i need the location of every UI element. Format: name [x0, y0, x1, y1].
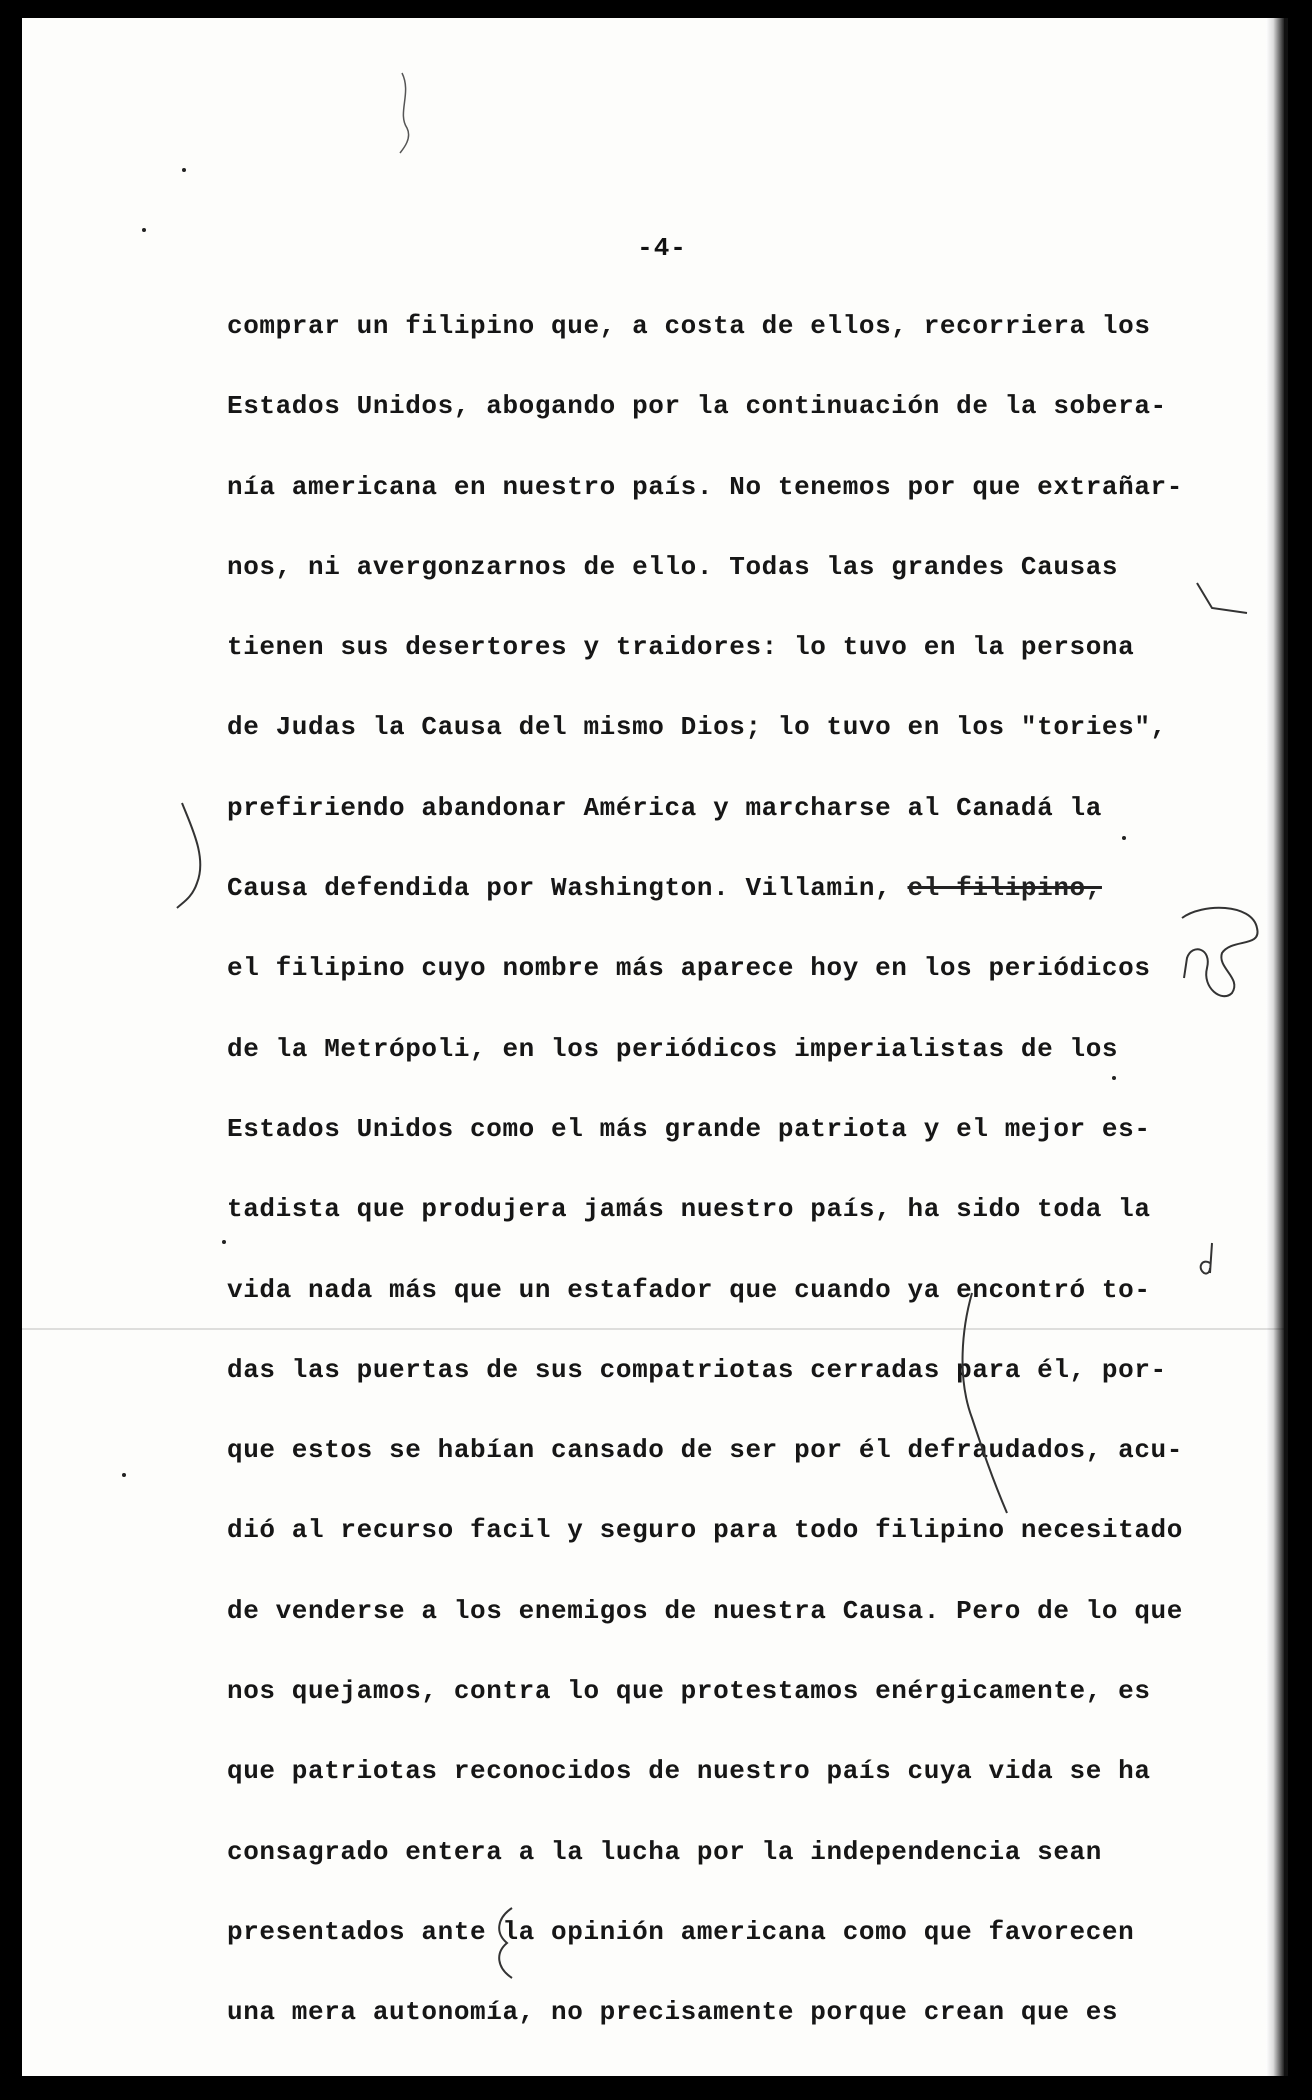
page-edge-shadow — [1266, 18, 1284, 2076]
typed-body-text — [227, 306, 1187, 2073]
text-line: que estos se habían cansado de ser por él defraudados, acu- — [227, 1435, 1183, 1466]
text-segment: Causa defendida por Washington. Villamin, — [227, 873, 892, 904]
text-line: nos, ni avergonzarnos de ello. Todas las grandes Causas — [227, 551, 1119, 582]
text-line: vida nada más que un estafador que cuando ya encontró to- — [227, 1274, 1151, 1305]
document-page — [22, 18, 1288, 2076]
ink-speck — [1122, 836, 1126, 840]
ink-speck — [122, 1473, 126, 1477]
text-line-with-strikeout — [227, 868, 1187, 948]
ink-speck — [142, 228, 146, 232]
margin-bracket-mark — [162, 798, 222, 918]
margin-letter-mark — [1192, 1238, 1222, 1278]
text-line: das las puertas de sus compatriotas cerradas para él, por- — [227, 1354, 1167, 1385]
text-line: dió al recurso facil y seguro para todo filipino necesitado — [227, 1515, 1183, 1546]
margin-tick-mark — [1192, 578, 1252, 618]
text-line: de la Metrópoli, en los periódicos imperialistas de los — [227, 1033, 1119, 1064]
text-line: nía americana en nuestro país. No tenemos por que extrañar- — [227, 471, 1183, 502]
top-margin-mark — [392, 68, 422, 158]
text-line: de Judas la Causa del mismo Dios; lo tuvo en los "tories", — [227, 712, 1167, 743]
text-line: nos quejamos, contra lo que protestamos enérgicamente, es — [227, 1676, 1151, 1707]
text-line: tadista que produjera jamás nuestro país, ha sido toda la — [227, 1194, 1151, 1225]
text-line: que patriotas reconocidos de nuestro país cuya vida se ha — [227, 1756, 1151, 1787]
text-line: presentados ante la opinión americana como que favorecen — [227, 1916, 1135, 1947]
text-line: el filipino cuyo nombre más aparece hoy en los periódicos — [227, 953, 1151, 984]
text-line: consagrado entera a la lucha por la independencia sean — [227, 1836, 1102, 1867]
text-line: Estados Unidos como el más grande patriota y el mejor es- — [227, 1113, 1151, 1144]
ink-speck — [182, 168, 186, 172]
text-line: tienen sus desertores y traidores: lo tuvo en la persona — [227, 632, 1135, 663]
text-line: prefiriendo abandonar América y marcharse al Canadá la — [227, 792, 1102, 823]
text-line: de venderse a los enemigos de nuestra Causa. Pero de lo que — [227, 1595, 1183, 1626]
text-line: una mera autonomía, no precisamente porque crean que es — [227, 1997, 1119, 2028]
page-number: -4- — [637, 233, 687, 263]
ink-speck — [1112, 1076, 1116, 1080]
ink-speck — [222, 1240, 226, 1244]
text-line: comprar un filipino que, a costa de ellos, recorriera los — [227, 311, 1151, 341]
text-line: Estados Unidos, abogando por la continuación de la sobera- — [227, 391, 1167, 422]
struck-out-text: el filipino, — [907, 873, 1102, 904]
